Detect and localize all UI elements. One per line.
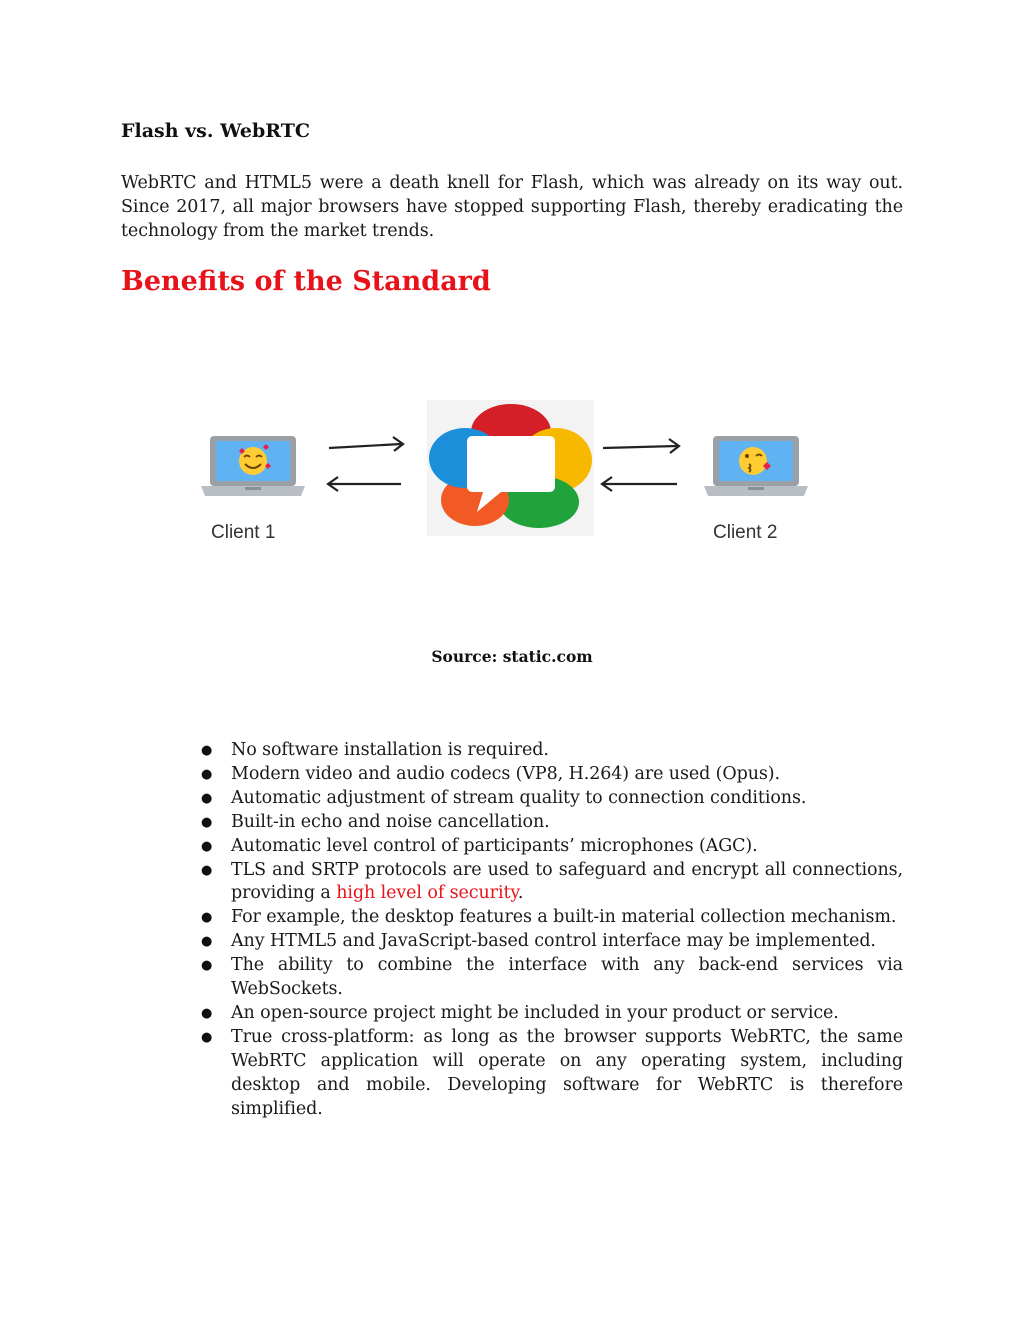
bullet-icon: ●	[201, 790, 213, 806]
bullet-icon: ●	[201, 1029, 213, 1045]
list-item: ● True cross-platform: as long as the browser supports WebRTC, the same WebRTC application will operate on any operating system, including desktop and mobile. Developing software for WebRTC is therefore simplified.	[201, 1026, 903, 1119]
list-item: ● TLS and SRTP protocols are used to safeguard and encrypt all connections, providing a high level of security.	[201, 859, 903, 904]
list-item: ● Automatic adjustment of stream quality to connection conditions.	[201, 787, 903, 811]
bullet-icon: ●	[201, 934, 213, 950]
webrtc-logo-icon	[427, 400, 594, 536]
bullet-icon: ●	[201, 910, 213, 926]
flash-section-heading: Flash vs. WebRTC	[121, 120, 310, 142]
list-item: ● Built-in echo and noise cancellation.	[201, 811, 903, 835]
security-link[interactable]: high level of security	[336, 883, 518, 904]
list-item: ● The ability to combine the interface with any back-end services via WebSockets.	[201, 955, 903, 1000]
list-item: ● No software installation is required.	[201, 739, 903, 763]
bullet-icon: ●	[201, 838, 213, 854]
client2-label: Client 2	[713, 522, 778, 543]
benefits-list	[201, 739, 903, 1122]
flash-section-paragraph: WebRTC and HTML5 were a death knell for Flash, which was already on its way out. Since 2017, all major browsers have stopped supporting Flash, thereby eradicating the technology from the market trends.	[121, 173, 903, 241]
image-source-caption: Source: static.com	[431, 647, 593, 666]
bullet-icon: ●	[201, 1005, 213, 1021]
list-item: ● For example, the desktop features a built-in material collection mechanism.	[201, 906, 903, 930]
list-item: ● Automatic level control of participants’ microphones (AGC).	[201, 835, 903, 859]
bullet-icon: ●	[201, 862, 213, 878]
list-item: ● An open-source project might be included in your product or service.	[201, 1002, 903, 1026]
webrtc-diagram	[201, 398, 821, 558]
bullet-icon: ●	[201, 766, 213, 782]
bullet-icon: ●	[201, 814, 213, 830]
bullet-icon: ●	[201, 958, 213, 974]
list-item: ● Modern video and audio codecs (VP8, H.264) are used (Opus).	[201, 763, 903, 787]
client1-arrows-icon	[328, 437, 403, 491]
bullet-icon: ●	[201, 743, 213, 758]
client1-label: Client 1	[211, 522, 276, 543]
client2-arrows-icon	[602, 439, 679, 491]
benefits-heading: Benefits of the Standard	[121, 266, 491, 297]
list-item: ● Any HTML5 and JavaScript-based control interface may be implemented.	[201, 930, 903, 954]
